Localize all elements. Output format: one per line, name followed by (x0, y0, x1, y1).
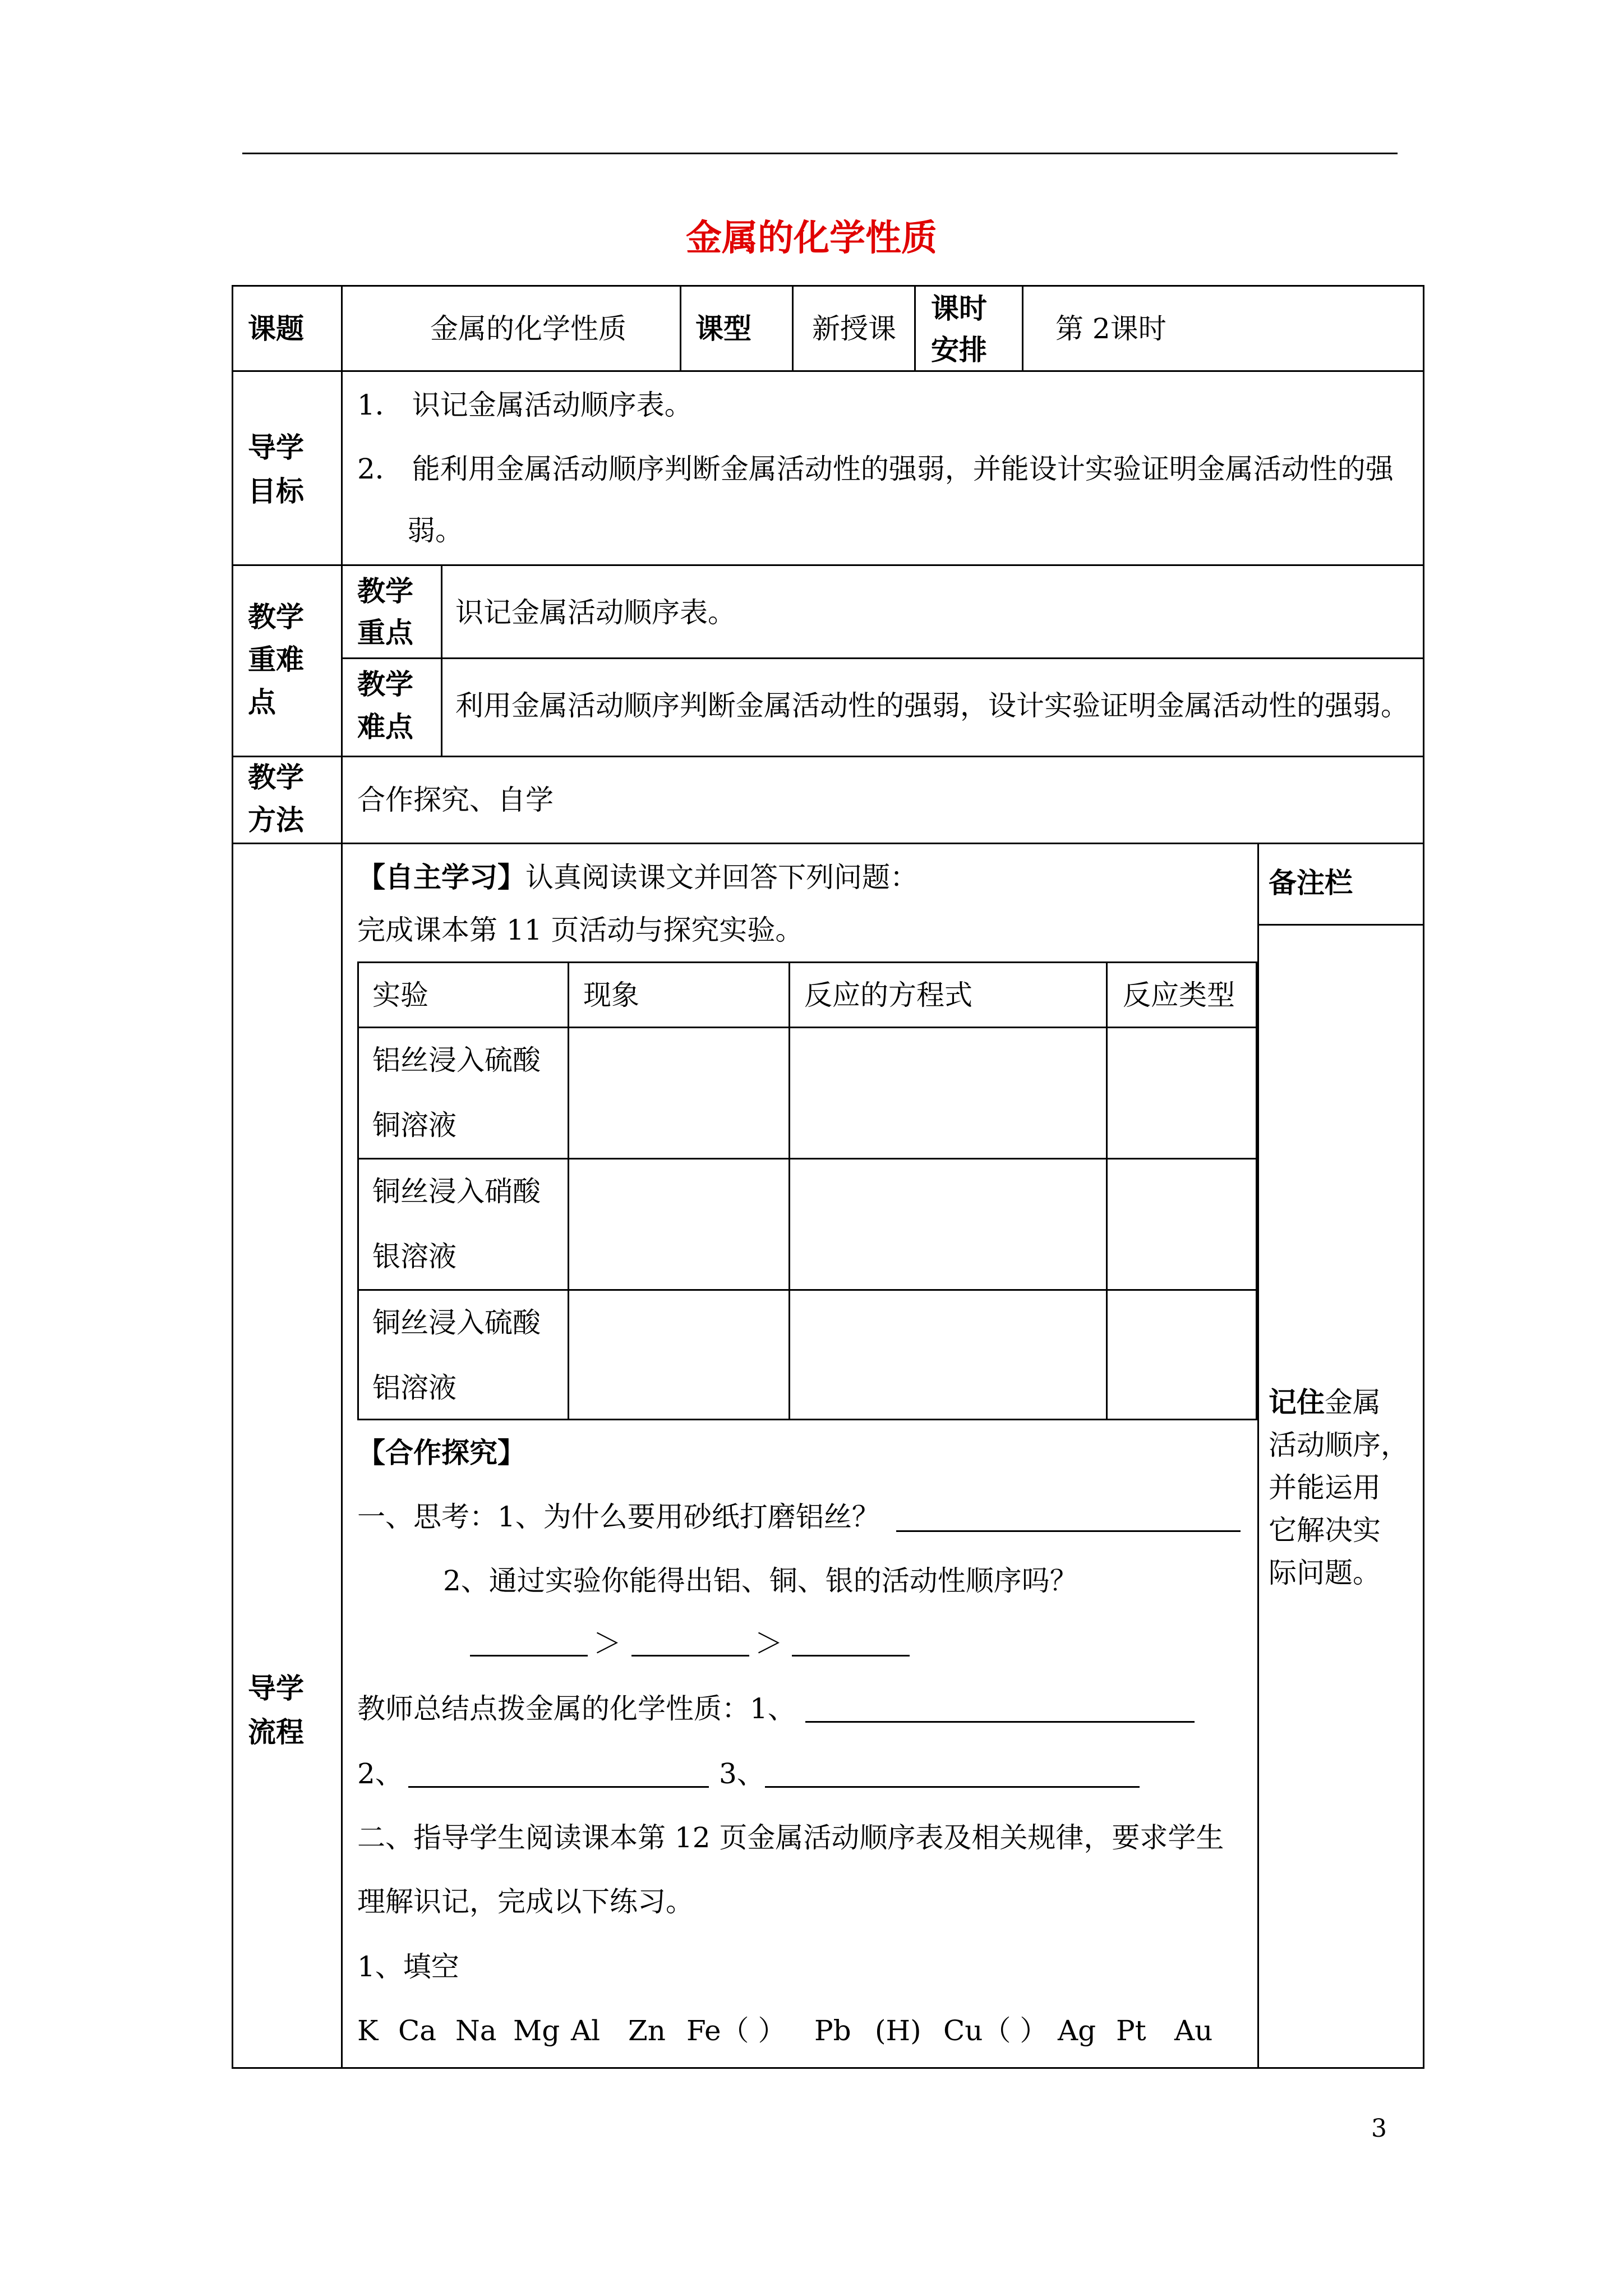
self-study-heading: 【自主学习】 (357, 861, 525, 894)
self-study-text: 认真阅读课文并回答下列问题： (525, 861, 918, 894)
table-header-equation: 反应的方程式 (804, 979, 972, 1011)
method-label-1: 教学 (248, 761, 304, 794)
topic-value: 金属的化学性质 (430, 312, 626, 345)
page-title: 金属的化学性质 (686, 218, 937, 259)
metal-pt: Pt (1116, 2014, 1146, 2047)
metal-k: K (357, 2014, 379, 2047)
keypoints-label-3: 点 (248, 686, 276, 719)
type-label: 课型 (695, 312, 751, 345)
greater-than-1: ＞ (593, 1627, 621, 1660)
schedule-label-2: 安排 (931, 334, 987, 366)
method-value: 合作探究、自学 (357, 784, 554, 816)
schedule-label-1: 课时 (931, 292, 987, 325)
notes-line-4: 它解决实 (1269, 1514, 1381, 1547)
table-header-experiment: 实验 (372, 979, 428, 1011)
schedule-value: 第 2课时 (1055, 312, 1166, 345)
property-2-number: 2、 (357, 1757, 403, 1790)
topic-label: 课题 (248, 312, 304, 345)
notes-line-1: 记住金属 (1269, 1386, 1381, 1419)
teacher-summary: 教师总结点拨金属的化学性质：1、 (357, 1692, 796, 1725)
metal-ag: Ag (1058, 2014, 1096, 2047)
self-study-line (357, 861, 918, 894)
header-rule (242, 153, 1398, 154)
goals-label-1: 导学 (248, 431, 304, 464)
goal-item-2: 2． 能利用金属活动顺序判断金属活动性的强弱，并能设计实验证明金属活动性的强 (357, 453, 1394, 485)
table-row-2-line2: 银溶液 (372, 1240, 457, 1273)
table-row-3-line1: 铜丝浸入硫酸 (372, 1306, 541, 1339)
table-row-2-line1: 铜丝浸入硝酸 (372, 1175, 541, 1208)
question-1: 一、思考：1、为什么要用砂纸打磨铝丝？ (357, 1501, 880, 1533)
notes-line-3: 并能运用 (1269, 1471, 1381, 1504)
goal-item-2-cont: 弱。 (407, 514, 463, 547)
type-value: 新授课 (812, 312, 896, 345)
notes-heading: 备注栏 (1269, 867, 1353, 899)
notes-line-5: 际问题。 (1269, 1557, 1381, 1589)
table-row-3-line2: 铝溶液 (372, 1372, 457, 1404)
page-number: 3 (1371, 2114, 1387, 2143)
table-header-phenomenon: 现象 (583, 979, 639, 1011)
metal-mg: Mg (513, 2014, 560, 2047)
notes-line-2: 活动顺序， (1269, 1429, 1409, 1461)
metal-zn: Zn (628, 2014, 666, 2047)
order-blank-3[interactable] (792, 1655, 910, 1657)
difficulty-label-1: 教学 (357, 668, 413, 701)
fill-blank-heading: 1、填空 (357, 1950, 459, 1983)
goals-label-2: 目标 (248, 475, 304, 508)
property-blank-3[interactable] (765, 1786, 1140, 1788)
metal-ca: Ca (398, 2014, 437, 2047)
focus-label-2: 重点 (357, 616, 413, 649)
difficulty-label-2: 难点 (357, 711, 413, 743)
notes-emphasis: 记住 (1269, 1386, 1325, 1419)
metal-pb: Pb (814, 2014, 851, 2047)
table-row-1-line2: 铜溶液 (372, 1109, 457, 1142)
question-2: 2、通过实验你能得出铝、铜、银的活动性顺序吗？ (443, 1565, 1078, 1597)
metal-al: Al (571, 2014, 601, 2047)
metal-au: Au (1174, 2014, 1213, 2047)
property-blank-2[interactable] (408, 1786, 709, 1788)
difficulty-value: 利用金属活动顺序判断金属活动性的强弱，设计实验证明金属活动性的强弱。 (455, 689, 1409, 722)
greater-than-2: ＞ (755, 1627, 783, 1660)
answer-blank-q1[interactable] (896, 1530, 1241, 1532)
part-2-line-2: 理解识记，完成以下练习。 (357, 1885, 694, 1918)
coop-heading: 【合作探究】 (357, 1437, 525, 1469)
method-label-2: 方法 (248, 804, 304, 836)
flow-label-2: 流程 (248, 1716, 304, 1749)
property-blank-1[interactable] (805, 1721, 1195, 1723)
order-blank-2[interactable] (631, 1655, 749, 1657)
table-row-1-line1: 铝丝浸入硫酸 (372, 1044, 541, 1076)
property-3-number: 3、 (719, 1757, 765, 1790)
focus-label-1: 教学 (357, 575, 413, 608)
metal-fe-blank: Fe（ ） (686, 2014, 786, 2047)
order-blank-1[interactable] (470, 1655, 588, 1657)
flow-label-1: 导学 (248, 1672, 304, 1705)
metal-cu-blank: Cu（ ） (943, 2014, 1048, 2047)
focus-value: 识记金属活动顺序表。 (455, 596, 736, 629)
metal-h: (H) (875, 2014, 921, 2047)
goal-item-1: 1． 识记金属活动顺序表。 (357, 389, 693, 421)
keypoints-label-1: 教学 (248, 601, 304, 633)
self-study-task: 完成课本第 11 页活动与探究实验。 (357, 914, 804, 946)
part-2-line-1: 二、指导学生阅读课本第 12 页金属活动顺序表及相关规律，要求学生 (357, 1821, 1224, 1854)
keypoints-label-2: 重难 (248, 643, 304, 676)
metal-na: Na (455, 2014, 497, 2047)
table-header-reaction-type: 反应类型 (1123, 979, 1235, 1011)
